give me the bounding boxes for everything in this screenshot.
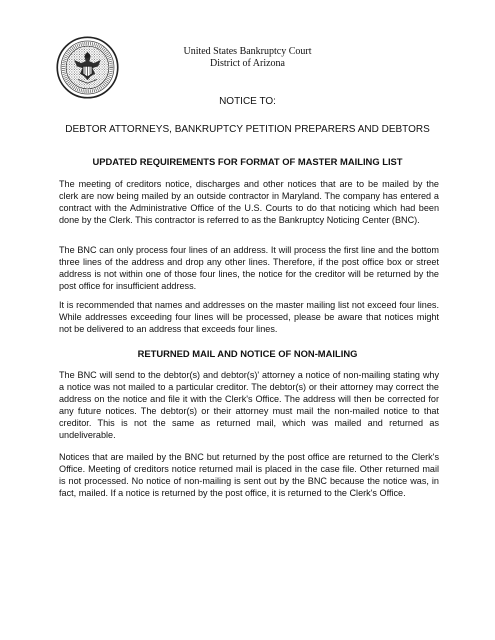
court-name: United States Bankruptcy Court — [183, 46, 312, 57]
section-heading-returned-mail: RETURNED MAIL AND NOTICE OF NON-MAILING — [137, 348, 358, 359]
paragraph-non-mailing-notice: The BNC will send to the debtor(s) and debtor(s)' attorney a notice of non-mailing stating why a notice was not mailed to a particular creditor. The debtor(s) or their attorney may correct the address on the notice and file it with the Clerk's Office. The address will then be corrected for any future notices. The debtor(s) or their attorney must mail the non-mailed notice to that creditor. This is not the same as returned mail, which was mailed and returned as undeliverable. — [59, 370, 439, 440]
paragraph-returned-mail: Notices that are mailed by the BNC but returned by the post office are returned to the Clerk's Office. Meeting of creditors notice returned mail is placed in the case file. Other returned mail is not processed. No notice of non-mailing is sent out by the BNC because the notice was, in fact, mailed. If a notice is returned by the post office, it is returned to the Clerk's Office. — [59, 452, 439, 498]
section-heading-master-mailing-list: UPDATED REQUIREMENTS FOR FORMAT OF MASTER MAILING LIST — [92, 156, 403, 167]
paragraph-four-line-recommendation: It is recommended that names and addresses on the master mailing list not exceed four lines. While addresses exceeding four lines will be processed, please be aware that notices might not be delivered to an address that exceeds four lines. — [59, 300, 439, 334]
paragraph-bnc-introduction: The meeting of creditors notice, discharges and other notices that are to be mailed by the clerk are now being mailed by an outside contractor in Maryland. The company has entered a contract with the Administrative Office of the U.S. Courts to do that noticing which had been done by the Clerk. This contractor is referred to as the Bankruptcy Noticing Center (BNC). — [59, 179, 439, 225]
notice-recipients: DEBTOR ATTORNEYS, BANKRUPTCY PETITION PREPARERS AND DEBTORS — [65, 124, 430, 135]
notice-title: NOTICE TO: — [219, 96, 276, 107]
court-district: District of Arizona — [210, 58, 285, 69]
paragraph-address-lines: The BNC can only process four lines of an address. It will process the first line and the bottom three lines of the address and drop any other lines. Therefore, if the post office box or street address is not within one of those four lines, the notice for the creditor will be returned by the post office for insufficient address. — [59, 245, 439, 291]
